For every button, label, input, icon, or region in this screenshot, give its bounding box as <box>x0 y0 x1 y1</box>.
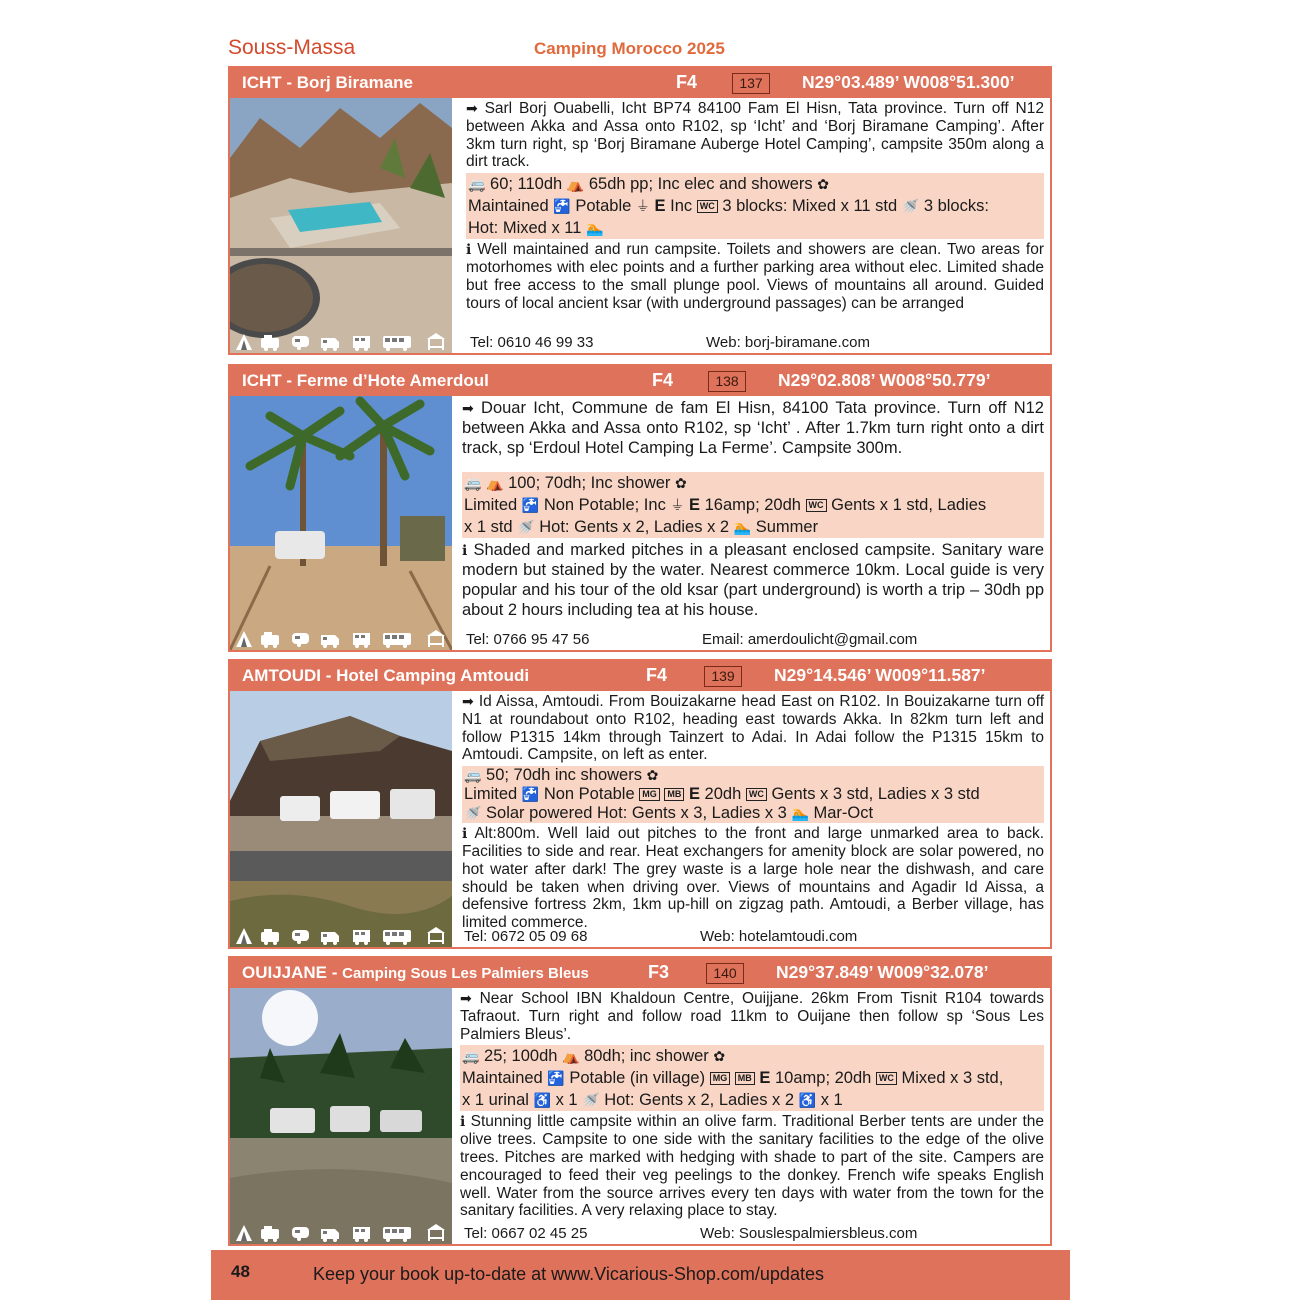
campsite-type-icons <box>230 626 452 650</box>
map-grid: F3 <box>648 962 670 982</box>
mg-icon: MG <box>710 1072 731 1085</box>
tap-icon: 🚰 <box>553 198 571 215</box>
website[interactable]: Web: borj-biramane.com <box>706 334 870 351</box>
campsite-entry-138 <box>228 364 1052 652</box>
info-icon: ℹ <box>460 1113 466 1130</box>
campsite-type-icons <box>230 923 452 947</box>
wc-icon: WC <box>746 788 767 801</box>
shower-icon: 🚿 <box>582 1092 600 1109</box>
mb-icon: MB <box>664 788 684 801</box>
van-icon <box>321 338 339 351</box>
mb-icon: MB <box>735 1072 755 1085</box>
tent-icon: ⛺ <box>566 176 585 193</box>
arrow-icon: ➡ <box>462 400 474 416</box>
arrow-icon: ➡ <box>460 990 472 1006</box>
tent-icon: ⛺ <box>486 475 504 491</box>
wc-icon: WC <box>876 1072 897 1085</box>
campervan-icon: 🚐 <box>464 767 482 784</box>
campervan-icon <box>261 929 279 945</box>
entry-content <box>460 990 1044 1220</box>
campervan-icon <box>261 632 279 648</box>
site-number: 137 <box>732 73 770 94</box>
caravan-icon <box>292 633 309 647</box>
description: ℹ Shaded and marked pitches in a pleasant enclosed campsite. Sanitary ware modern but stained by the water. Nearest commerce 10km. Local guide is very popular and his tour of the old ksar (part underground) is worth a trip – 30dh pp about 2 hours including tea at his house. <box>462 541 1044 619</box>
tap-icon: 🚰 <box>521 497 540 513</box>
info-icon: ℹ <box>466 241 472 258</box>
motorhome-icon <box>353 930 370 945</box>
gps-coordinates: N29°14.546’ W009°11.587’ <box>774 665 986 685</box>
map-grid: F4 <box>676 72 698 92</box>
description: ℹ Well maintained and run campsite. Toilets and showers are clean. Two areas for motorhomes with elec points and a further parking area without elec. Limited shade but free access to the small plunge pool. Views of mountains all around. Guided tours of local ancient ksar (with underground passages) can be arranged <box>466 241 1044 312</box>
campsite-photo <box>230 691 452 947</box>
shelter-icon <box>427 927 445 944</box>
swimming-icon: 🏊 <box>733 519 752 535</box>
gps-coordinates: N29°02.808’ W008°50.779’ <box>778 370 991 390</box>
entry-title: ICHT - Ferme d’Hote Amerdoul <box>242 371 489 390</box>
arrow-icon: ➡ <box>466 100 478 116</box>
page-footer <box>211 1250 1070 1300</box>
entry-title: AMTOUDI - Hotel Camping Amtoudi <box>242 666 530 685</box>
shower-icon: 🚿 <box>901 198 920 215</box>
caravan-icon <box>292 930 309 944</box>
campervan-icon <box>261 1226 279 1242</box>
directions: ➡ Id Aissa, Amtoudi. From Bouizakarne head East on R102. In Bouizakarne turn off N1 at roundabout onto R102, heading east towards Akka. In 82km turn left and follow P1315 14km through Tainzert to Adai. In Adai follow the P1315 15km to Amtoudi. Campsite, on left as enter. <box>462 693 1045 764</box>
description: ℹ Stunning little campsite within an olive farm. Traditional Berber tents are under the olive trees. Campsite to one side with the sanitary facilities to the edge of the olive trees. Pitches are marked with hedging with shade to part of the site. Campers are encouraged to feed their veg peelings to the donkey. French wife speaks English well. Water from the source arrives every ten days with water from the town for the sanitary facilities. A very relaxing place to stay. <box>460 1113 1044 1220</box>
van-icon <box>321 635 339 648</box>
flower-icon: ✿ <box>646 767 659 784</box>
tent-icon: ⛺ <box>562 1048 580 1065</box>
swimming-icon: 🏊 <box>791 805 809 822</box>
facilities: 🚐 25; 100dh ⛺ 80dh; inc shower ✿ Maintained 🚰 Potable (in village) MG MB E 10amp; 20dh WC Mixed x 3 std, x 1 urinal ♿ x 1 🚿 Hot: Gents x 2, Ladies x 2 ♿ x 1 <box>460 1045 1044 1111</box>
plug-icon: ⏚ <box>635 198 650 215</box>
campsite-photo <box>230 988 452 1244</box>
motorhome-icon <box>353 336 370 351</box>
page-header <box>228 36 1052 64</box>
shelter-icon <box>427 333 445 350</box>
campsite-photo <box>230 98 452 353</box>
directions: ➡ Sarl Borj Ouabelli, Icht BP74 84100 Fam El Hisn, Tata province. Turn off N12 between Akka and Assa onto R102, sp ‘Icht’ and ‘Borj Biramane Camping’. After 3km turn right, sp ‘Borj Biramane Auberge Hotel Camping’, campsite 350m along a dirt track. <box>466 100 1044 171</box>
website[interactable]: Web: Souslespalmiersbleus.com <box>700 1225 918 1242</box>
wheelchair-icon: ♿ <box>798 1092 817 1109</box>
tap-icon: 🚰 <box>521 786 540 803</box>
mg-icon: MG <box>639 788 660 801</box>
van-icon <box>321 1229 339 1242</box>
bus-icon <box>383 633 411 648</box>
entry-title: ICHT - Borj Biramane <box>242 73 413 92</box>
telephone: Tel: 0610 46 99 33 <box>470 334 594 351</box>
site-number: 140 <box>706 963 744 984</box>
map-grid: F4 <box>646 665 668 685</box>
entry-header-bar <box>230 958 1050 988</box>
facilities: 🚐 ⛺ 100; 70dh; Inc shower ✿ Limited 🚰 Non Potable; Inc ⏚ E 16amp; 20dh WC Gents x 1 std, Ladies x 1 std 🚿 Hot: Gents x 2, Ladies x 2 🏊 Summer <box>462 472 1044 538</box>
entry-header-bar <box>230 661 1050 691</box>
contact-line <box>464 928 857 945</box>
shower-icon: 🚿 <box>517 519 535 535</box>
motorhome-icon <box>353 633 370 648</box>
swimming-icon: 🏊 <box>586 220 604 237</box>
wc-icon: WC <box>697 200 718 213</box>
facilities: 🚐 50; 70dh inc showers ✿ Limited 🚰 Non Potable MG MB E 20dh WC Gents x 3 std, Ladies x 3 std 🚿 Solar powered Hot: Gents x 3, Ladies x 3 🏊 Mar-Oct <box>462 766 1044 823</box>
website[interactable]: Web: hotelamtoudi.com <box>700 928 858 945</box>
map-grid: F4 <box>652 370 674 390</box>
telephone: Tel: 0672 05 09 68 <box>464 928 588 945</box>
flower-icon: ✿ <box>817 176 829 193</box>
info-icon: ℹ <box>462 542 468 558</box>
directions: ➡ Douar Icht, Commune de fam El Hisn, 84100 Tata province. Turn off N12 between Akka and Assa onto R102, sp ‘Icht’ . After 1.7km turn right onto a dirt track, sp ‘Erdoul Hotel Camping La Ferme’. Campsite 300m. <box>462 399 1044 457</box>
entry-title: OUIJJANE - Camping Sous Les Palmiers Bleus <box>242 963 589 982</box>
region-title: Souss-Massa <box>228 36 356 59</box>
campsite-type-icons <box>230 1220 452 1244</box>
telephone: Tel: 0766 95 47 56 <box>466 631 590 648</box>
arrow-icon: ➡ <box>462 693 474 709</box>
campervan-icon: 🚐 <box>464 475 482 491</box>
tap-icon: 🚰 <box>547 1070 565 1087</box>
entry-content <box>466 100 1044 312</box>
bus-icon <box>383 336 411 351</box>
entry-header-bar <box>230 68 1050 98</box>
motorhome-icon <box>353 1227 370 1242</box>
shelter-icon <box>427 1224 445 1241</box>
tent-icon <box>236 928 252 944</box>
gps-coordinates: N29°03.489’ W008°51.300’ <box>802 72 1015 92</box>
bus-icon <box>383 1227 411 1242</box>
van-icon <box>321 932 339 945</box>
flower-icon: ✿ <box>713 1048 726 1065</box>
contact-line <box>470 334 870 351</box>
campsite-photo <box>230 396 452 650</box>
facilities: 🚐 60; 110dh ⛺ 65dh pp; Inc elec and showers ✿ Maintained 🚰 Potable ⏚ E Inc WC 3 blocks: Mixed x 11 std 🚿 3 blocks: Hot: Mixed x 11 🏊 <box>466 173 1044 239</box>
site-number: 138 <box>708 371 746 392</box>
telephone: Tel: 0667 02 45 25 <box>464 1225 588 1242</box>
campsite-entry-140 <box>228 956 1052 1246</box>
campsite-entry-139 <box>228 659 1052 949</box>
caravan-icon <box>292 336 309 350</box>
plug-icon: ⏚ <box>670 497 685 513</box>
campsite-entry-137 <box>228 66 1052 355</box>
entry-header-bar <box>230 366 1050 396</box>
info-icon: ℹ <box>462 825 468 842</box>
caravan-icon <box>292 1227 309 1241</box>
contact-line <box>464 1225 917 1242</box>
site-number: 139 <box>704 666 742 687</box>
entry-content <box>462 398 1044 620</box>
contact-line <box>466 631 917 648</box>
page-number: 48 <box>231 1262 250 1281</box>
footer-update-link[interactable]: Keep your book up-to-date at www.Vicarious-Shop.com/updates <box>313 1264 824 1284</box>
entry-content <box>462 693 1044 932</box>
bus-icon <box>383 930 411 945</box>
shower-icon: 🚿 <box>464 805 482 822</box>
campervan-icon: 🚐 <box>462 1048 480 1065</box>
book-title: Camping Morocco 2025 <box>534 39 725 58</box>
wheelchair-icon: ♿ <box>533 1092 551 1109</box>
tent-icon <box>236 631 252 647</box>
wc-icon: WC <box>806 499 827 512</box>
gps-coordinates: N29°37.849’ W009°32.078’ <box>776 962 989 982</box>
email[interactable]: Email: amerdoulicht@gmail.com <box>702 631 918 648</box>
directions: ➡ Near School IBN Khaldoun Centre, Ouijjane. 26km From Tisnit R104 towards Tafraout. Turn right and follow road 11km to Ouijane then follow sp ‘Sous Les Palmiers Bleus’. <box>460 990 1045 1043</box>
description: ℹ Alt:800m. Well laid out pitches to the front and large unmarked area to back. Facilities to side and rear. Heat exchangers for amenity block are solar powered, no hot water after dark! The grey waste is a large hole near the dishwash, and care should be taken when driving over. Views of mountains and Agadir Id Aissa, a defensive fortress 2km, 1km up-hill on zigzag path. Amtoudi, a Berber village, has limited commerce. <box>462 825 1044 932</box>
tent-icon <box>236 334 252 350</box>
shelter-icon <box>427 630 445 647</box>
flower-icon: ✿ <box>675 475 687 491</box>
campervan-icon <box>261 335 279 351</box>
campsite-type-icons <box>230 329 452 353</box>
tent-icon <box>236 1225 252 1241</box>
campervan-icon: 🚐 <box>468 176 486 193</box>
